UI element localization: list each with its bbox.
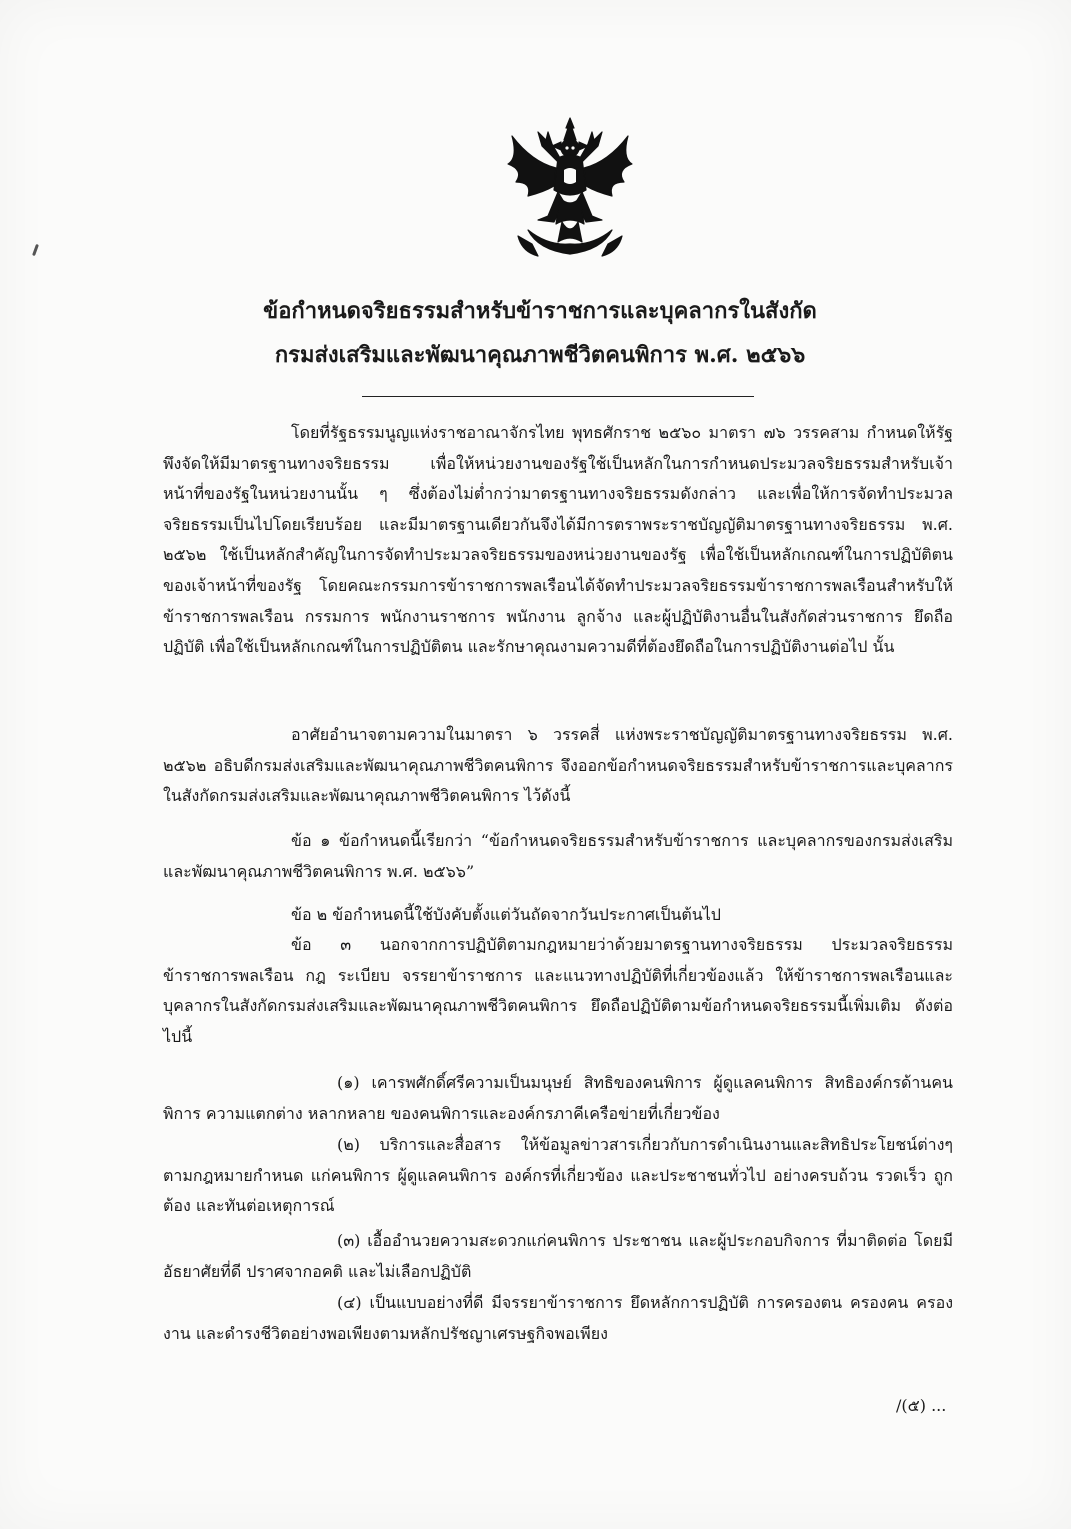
document-title-line-1: ข้อกำหนดจริยธรรมสำหรับข้าราชการและบุคลากรในสังกัด bbox=[263, 298, 817, 324]
scan-speck bbox=[32, 244, 39, 256]
preamble-paragraph bbox=[163, 418, 953, 663]
item-4-paragraph bbox=[163, 1288, 953, 1349]
title-divider bbox=[362, 396, 754, 397]
document-title-line-2: กรมส่งเสริมและพัฒนาคุณภาพชีวิตคนพิการ พ.ศ. ๒๕๖๖ bbox=[274, 342, 806, 368]
garuda-emblem-icon bbox=[498, 112, 642, 262]
item-1-text: (๑) เคารพศักดิ์ศรีความเป็นมนุษย์ สิทธิของคนพิการ ผู้ดูแลคนพิการ สิทธิองค์กรด้านคนพิการ ความแตกต่าง หลากหลาย ของคนพิการและองค์กรภาคีเครือข่ายที่เกี่ยวข้อง bbox=[163, 1073, 953, 1123]
authority-text: อาศัยอำนาจตามความในมาตรา ๖ วรรคสี่ แห่งพระราชบัญญัติมาตรฐานทางจริยธรรม พ.ศ. ๒๕๖๒ อธิบดีกรมส่งเสริมและพัฒนาคุณภาพชีวิตคนพิการ จึงออกข้อกำหนดจริยธรรมสำหรับข้าราชการและบุคลากรในสังกัดกรมส่งเสริมและพัฒนาคุณภาพชีวิตคนพิการ ไว้ดังนี้ bbox=[163, 725, 953, 806]
authority-paragraph bbox=[163, 720, 953, 812]
continuation-mark: /(๕) ... bbox=[896, 1396, 947, 1415]
preamble-text: โดยที่รัฐธรรมนูญแห่งราชอาณาจักรไทย พุทธศักราช ๒๕๖๐ มาตรา ๗๖ วรรคสาม กำหนดให้รัฐพึงจัดให้มีมาตรฐานทางจริยธรรม เพื่อให้หน่วยงานของรัฐใช้เป็นหลักในการกำหนดประมวลจริยธรรมสำหรับเจ้าหน้าที่ของรัฐในหน่วยงานนั้น ๆ ซึ่งต้องไม่ต่ำกว่ามาตรฐานทางจริยธรรมดังกล่าว และเพื่อให้การจัดทำประมวลจริยธรรมเป็นไปโดยเรียบร้อย และมีมาตรฐานเดียวกันจึงได้มีการตราพระราชบัญญัติมาตรฐานทางจริยธรรม พ.ศ. ๒๕๖๒ ใช้เป็นหลักสำคัญในการจัดทำประมวลจริยธรรมของหน่วยงานของรัฐ เพื่อใช้เป็นหลักเกณฑ์ในการปฏิบัติตนของเจ้าหน้าที่ของรัฐ โดยคณะกรรมการข้าราชการพลเรือนได้จัดทำประมวลจริยธรรมข้าราชการพลเรือนสำหรับให้ข้าราชการพลเรือน กรรมการ พนักงานราชการ พนักงาน ลูกจ้าง และผู้ปฏิบัติงานอื่นในสังกัดส่วนราชการ ยึดถือปฏิบัติ เพื่อใช้เป็นหลักเกณฑ์ในการปฏิบัติตน และรักษาคุณงามความดีที่ต้องยึดถือในการปฏิบัติงานต่อไป นั้น bbox=[163, 423, 953, 657]
item-3-text: (๓) เอื้ออำนวยความสะดวกแก่คนพิการ ประชาชน และผู้ประกอบกิจการ ที่มาติดต่อ โดยมีอัธยาศัยที่ดี ปราศจากอคติ และไม่เลือกปฏิบัติ bbox=[163, 1231, 953, 1281]
clause-3-paragraph bbox=[163, 930, 953, 1052]
item-2-text: (๒) บริการและสื่อสาร ให้ข้อมูลข่าวสารเกี่ยวกับการดำเนินงานและสิทธิประโยชน์ต่างๆ ตามกฎหมายกำหนด แก่คนพิการ ผู้ดูแลคนพิการ องค์กรที่เกี่ยวข้อง และประชาชนทั่วไป อย่างครบถ้วน รวดเร็ว ถูกต้อง และทันต่อเหตุการณ์ bbox=[163, 1135, 953, 1216]
item-4-text: (๔) เป็นแบบอย่างที่ดี มีจรรยาข้าราชการ ยึดหลักการปฏิบัติ การครองตน ครองคน ครองงาน และดำรงชีวิตอย่างพอเพียงตามหลักปรัชญาเศรษฐกิจพอเพียง bbox=[163, 1293, 953, 1343]
item-3-paragraph bbox=[163, 1226, 953, 1287]
clause-2-paragraph bbox=[163, 900, 953, 931]
clause-2-text: ข้อ ๒ ข้อกำหนดนี้ใช้บังคับตั้งแต่วันถัดจากวันประกาศเป็นต้นไป bbox=[291, 905, 721, 924]
item-1-paragraph bbox=[163, 1068, 953, 1129]
clause-1-paragraph bbox=[163, 826, 953, 887]
item-2-paragraph bbox=[163, 1130, 953, 1222]
clause-1-text: ข้อ ๑ ข้อกำหนดนี้เรียกว่า “ข้อกำหนดจริยธรรมสำหรับข้าราชการ และบุคลากรของกรมส่งเสริมและพัฒนาคุณภาพชีวิตคนพิการ พ.ศ. ๒๕๖๖” bbox=[163, 831, 953, 881]
clause-3-text: ข้อ ๓ นอกจากการปฏิบัติตามกฎหมายว่าด้วยมาตรฐานทางจริยธรรม ประมวลจริยธรรมข้าราชการพลเรือน กฎ ระเบียบ จรรยาข้าราชการ และแนวทางปฏิบัติที่เกี่ยวข้องแล้ว ให้ข้าราชการพลเรือนและบุคลากรในสังกัดกรมส่งเสริมและพัฒนาคุณภาพชีวิตคนพิการ ยึดถือปฏิบัติตามข้อกำหนดจริยธรรมนี้เพิ่มเติม ดังต่อไปนี้ bbox=[163, 935, 953, 1046]
